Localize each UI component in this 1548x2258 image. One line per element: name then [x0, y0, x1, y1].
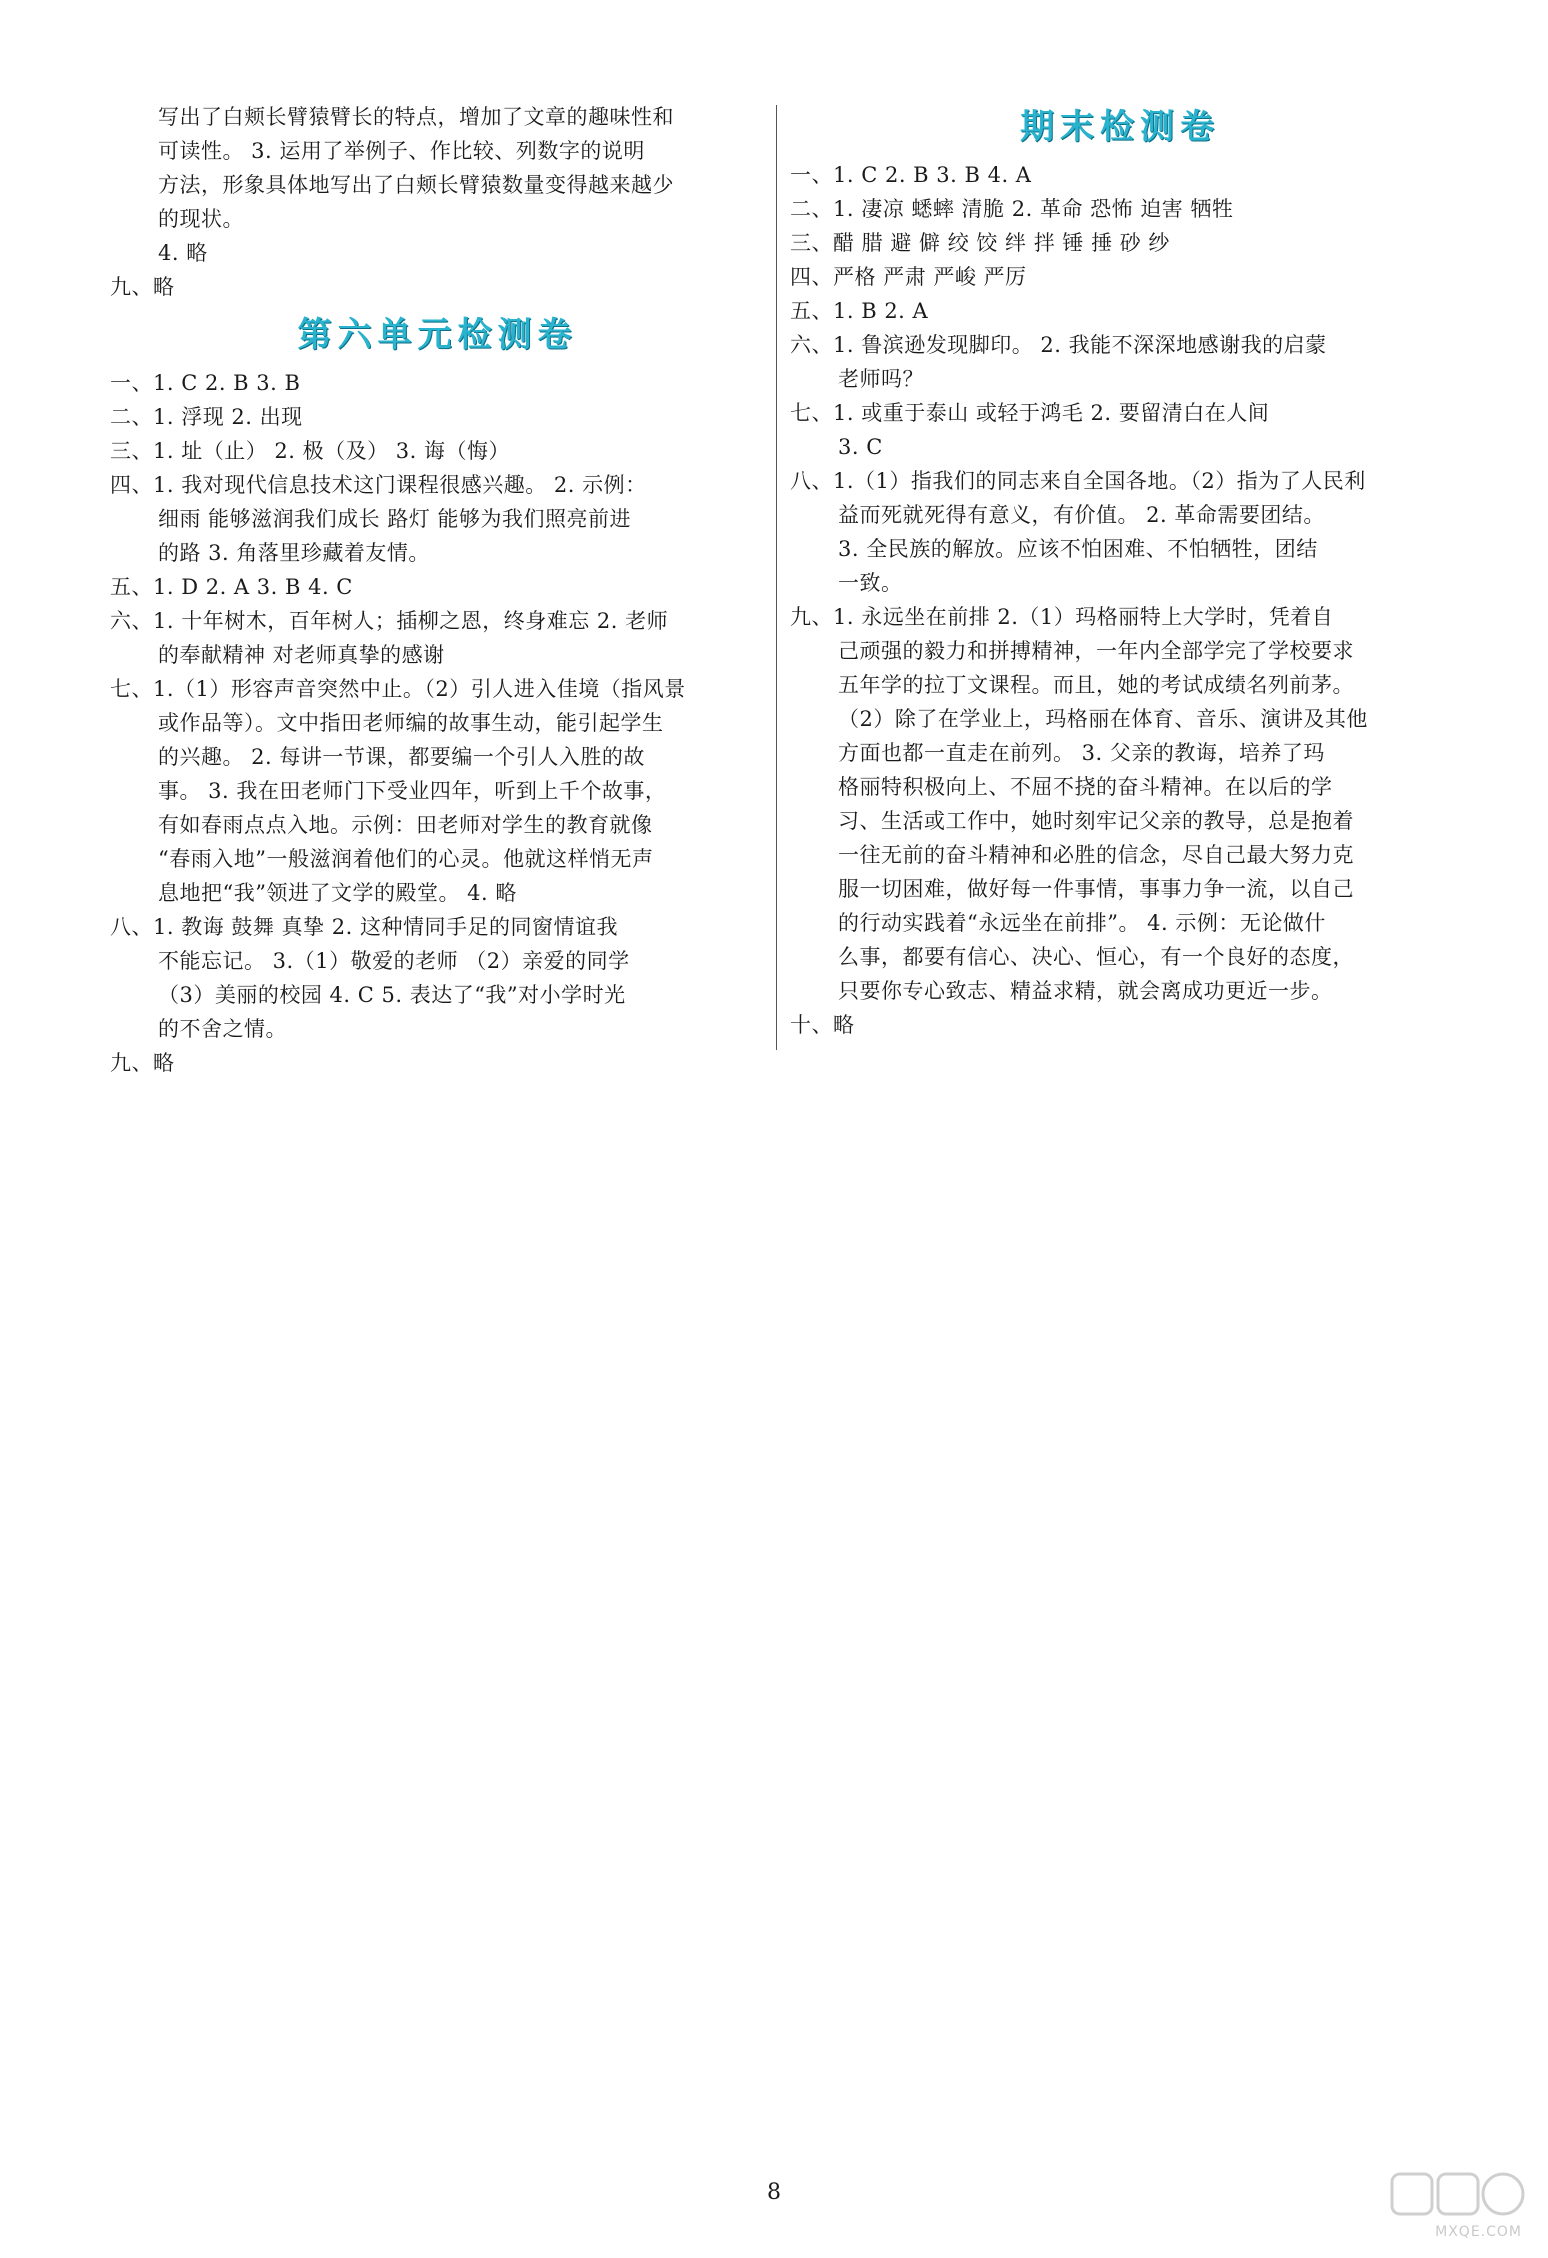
answer-line: 七、1. 或重于泰山 或轻于鸿毛 2. 要留清白在人间 [790, 401, 1270, 425]
answer-line: 息地把“我”领进了文学的殿堂。 4. 略 [158, 881, 517, 905]
right-column [790, 100, 1450, 1042]
answer-line: 五、1. B 2. A [790, 299, 929, 323]
answer-line: 格丽特积极向上、不屈不挠的奋斗精神。在以后的学 [838, 775, 1333, 799]
answer-line: 老师吗？ [838, 367, 924, 391]
answer-line: 六、1. 鲁滨逊发现脚印。 2. 我能不深深地感谢我的启蒙 [790, 333, 1327, 357]
answer-line: 方面也都一直走在前列。 3. 父亲的教诲，培养了玛 [838, 741, 1325, 765]
answer-line: “春雨入地”一般滋润着他们的心灵。他就这样悄无声 [158, 847, 654, 871]
answer-line: 有如春雨点点入地。示例：田老师对学生的教育就像 [158, 813, 653, 837]
answer-line: 三、醋 腊 避 僻 绞 饺 绊 拌 锤 捶 砂 纱 [790, 231, 1170, 255]
unit-six-answers [110, 366, 765, 1080]
answer-line: 七、1.（1）形容声音突然中止。（2）引人进入佳境（指风景 [110, 677, 686, 701]
answer-line: 一、1. C 2. B 3. B 4. A [790, 163, 1032, 187]
answer-line: 不能忘记。 3.（1）敬爱的老师 （2）亲爱的同学 [158, 949, 630, 973]
answer-line: 益而死就死得有意义，有价值。 2. 革命需要团结。 [838, 503, 1325, 527]
answer-line: 细雨 能够滋润我们成长 路灯 能够为我们照亮前进 [158, 507, 632, 531]
answer-line: 3. 全民族的解放。应该不怕困难、不怕牺牲，团结 [838, 537, 1318, 561]
answer-line: 的路 3. 角落里珍藏着友情。 [158, 541, 430, 565]
answer-line: 十、略 [790, 1013, 855, 1037]
answer-line: 四、1. 我对现代信息技术这门课程很感兴趣。 2. 示例： [110, 473, 647, 497]
answer-line: 己顽强的毅力和拼搏精神，一年内全部学完了学校要求 [838, 639, 1354, 663]
answer-line: 的不舍之情。 [158, 1017, 287, 1041]
answer-line: 4. 略 [158, 241, 208, 265]
answer-line: 五、1. D 2. A 3. B 4. C [110, 575, 353, 599]
watermark-stamp-icon [1388, 2170, 1528, 2222]
answer-line: 六、1. 十年树木，百年树人；插柳之恩，终身难忘 2. 老师 [110, 609, 669, 633]
answer-line: 三、1. 址（止） 2. 极（及） 3. 诲（悔） [110, 439, 510, 463]
answer-line: 或作品等）。文中指田老师编的故事生动，能引起学生 [158, 711, 664, 735]
site-watermark-logo [1388, 2170, 1528, 2240]
unit-six-test-title: 第六单元检测卷 [297, 315, 578, 355]
answer-line: 八、1.（1）指我们的同志来自全国各地。（2）指为了人民利 [790, 469, 1366, 493]
answer-line: （2）除了在学业上，玛格丽在体育、音乐、演讲及其他 [838, 707, 1368, 731]
answer-line: 二、1. 浮现 2. 出现 [110, 405, 303, 429]
left-top-continuation [110, 100, 765, 304]
answer-line: （3）美丽的校园 4. C 5. 表达了“我”对小学时光 [158, 983, 626, 1007]
answer-line: 一、1. C 2. B 3. B [110, 371, 301, 395]
answer-line: 二、1. 凄凉 蟋蟀 清脆 2. 革命 恐怖 迫害 牺牲 [790, 197, 1234, 221]
answer-line: 四、严格 严肃 严峻 严厉 [790, 265, 1027, 289]
answer-line: 的兴趣。 2. 每讲一节课，都要编一个引人入胜的故 [158, 745, 645, 769]
answer-line: 九、1. 永远坐在前排 2.（1）玛格丽特上大学时，凭着自 [790, 605, 1334, 629]
answer-line: 五年学的拉丁文课程。而且，她的考试成绩名列前茅。 [838, 673, 1354, 697]
answer-line: 九、略 [110, 275, 175, 299]
final-exam-answers [790, 158, 1450, 1042]
watermark-url: MXQE.COM [1435, 2224, 1522, 2240]
final-exam-title: 期末检测卷 [1020, 107, 1220, 147]
answer-line: 只要你专心致志、精益求精，就会离成功更近一步。 [838, 979, 1333, 1003]
answer-line: 的行动实践着“永远坐在前排”。 4. 示例：无论做什 [838, 911, 1326, 935]
answer-line: 可读性。 3. 运用了举例子、作比较、列数字的说明 [158, 139, 645, 163]
answer-line: 么事，都要有信心、决心、恒心，有一个良好的态度， [838, 945, 1354, 969]
page-number: 8 [767, 2180, 781, 2205]
answer-line: 一往无前的奋斗精神和必胜的信念，尽自己最大努力克 [838, 843, 1354, 867]
answer-line: 方法，形象具体地写出了白颊长臂猿数量变得越来越少 [158, 173, 674, 197]
answer-line: 一致。 [838, 571, 903, 595]
answer-line: 3. C [838, 435, 883, 459]
answer-line: 九、略 [110, 1051, 175, 1075]
answer-line: 习、生活或工作中，她时刻牢记父亲的教导，总是抱着 [838, 809, 1354, 833]
answer-line: 八、1. 教诲 鼓舞 真挚 2. 这种情同手足的同窗情谊我 [110, 915, 618, 939]
answer-line: 的现状。 [158, 207, 244, 231]
answer-line: 写出了白颊长臂猿臂长的特点，增加了文章的趣味性和 [158, 105, 674, 129]
left-column [110, 100, 765, 1080]
answer-line: 事。 3. 我在田老师门下受业四年，听到上千个故事， [158, 779, 667, 803]
answer-line: 服一切困难，做好每一件事情，事事力争一流，以自己 [838, 877, 1354, 901]
answer-line: 的奉献精神 对老师真挚的感谢 [158, 643, 445, 667]
column-divider [776, 105, 777, 1050]
